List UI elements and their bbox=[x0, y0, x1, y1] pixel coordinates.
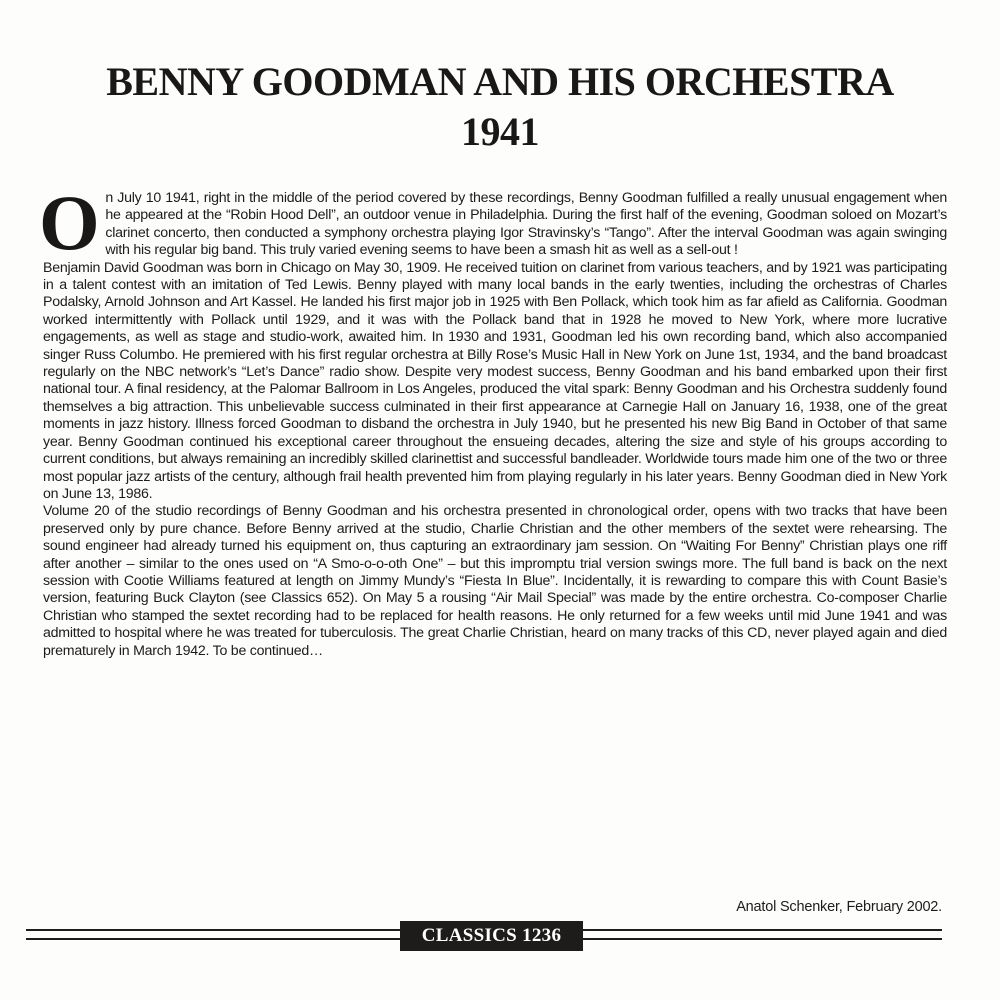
page-title: BENNY GOODMAN AND HIS ORCHESTRA bbox=[106, 59, 894, 104]
catalog-label: CLASSICS 1236 bbox=[400, 921, 583, 951]
footer-rule-left bbox=[26, 929, 400, 940]
footer-rule-right bbox=[583, 929, 942, 940]
drop-cap: O bbox=[39, 179, 100, 266]
paragraph-intro-text: n July 10 1941, right in the middle of the period covered by these recordings, Benny Goodman fulfilled a really unusual engagement when he appeared at the “Robin Hood Dell”, an outdoor venue in Philadelphia. During the first half of the evening, Goodman soloed on Mozart’s clarinet concerto, then conducted a symphony orchestra playing Igor Stravinsky’s “Tango”. After the interval Goodman was again swinging with his regular big band. This truly varied evening seems to have been a smash hit as well as a sell-out ! bbox=[105, 190, 947, 259]
page-subtitle-year: 1941 bbox=[461, 109, 539, 154]
author-signature: Anatol Schenker, February 2002. bbox=[736, 899, 942, 915]
paragraph-intro bbox=[39, 179, 947, 266]
liner-notes-body bbox=[39, 179, 947, 660]
paragraph-recordings: Volume 20 of the studio recordings of Benny Goodman and his orchestra presented in chronological order, opens with two tracks that have been preserved only by pure chance. Before Benny arrived at the studio, Charlie Christian and the other members of the sextet were rehearsing. The sound engineer had already turned his equipment on, thus capturing an extraordinary jam session. On “Waiting For Benny” Christian plays one riff after another – similar to the ones used on “A Smo-o-o-oth One” – but this impromptu trial version swings more. The full band is back on the next session with Cootie Williams featured at length on Jimmy Mundy’s “Fiesta In Blue”. Incidentally, it is rewarding to compare this with Count Basie’s version, featuring Buck Clayton (see Classics 652). On May 5 a rousing “Air Mail Special” was made by the entire orchestra. Co-composer Charlie Christian who stamped the sextet recording had to be replaced for health reasons. He only returned for a few weeks until mid June 1941 and was admitted to hospital where he was treated for tuberculosis. The great Charlie Christian, heard on many tracks of this CD, never played again and died prematurely in March 1942. To be continued… bbox=[43, 503, 947, 659]
paragraph-biography: Benjamin David Goodman was born in Chicago on May 30, 1909. He received tuition on clarinet from various teachers, and by 1921 was participating in a talent contest with an imitation of Ted Lewis. Benny played with many local bands in the early twenties, including the orchestras of Charles Podalsky, Arnold Johnson and Art Kassel. He landed his first major job in 1925 with Ben Pollack, which took him as far afield as California. Goodman worked intermittently with Pollack until 1929, and it was with the Pollack band that in 1928 he moved to New York, where more lucrative engagements, as well as stage and studio-work, awaited him. In 1930 and 1931, Goodman led his own recording band, which also accompanied singer Russ Columbo. He premiered with his first regular orchestra at Billy Rose’s Music Hall in New York on June 1st, 1934, and the band broadcast regularly on the NBC network’s “Let’s Dance” radio show. Despite very modest success, Benny Goodman and his band embarked upon their first national tour. A final residency, at the Palomar Ballroom in Los Angeles, produced the vital spark: Benny Goodman and his Orchestra suddenly found themselves a big attraction. This unbelievable success culminated in their first appearance at Carnegie Hall on January 16, 1938, one of the great moments in jazz history. Illness forced Goodman to disband the orchestra in July 1940, but he presented his new Big Band in October of that same year. Benny Goodman continued his exceptional career throughout the ensueing decades, altering the size and style of his groups according to current conditions, but always remaining an incredibly skilled clarinettist and successful bandleader. Worldwide tours made him one of the two or three most popular jazz artists of the century, although frail health prevented him from playing regularly in his later years. Benny Goodman died in New York on June 13, 1986. bbox=[43, 259, 947, 502]
